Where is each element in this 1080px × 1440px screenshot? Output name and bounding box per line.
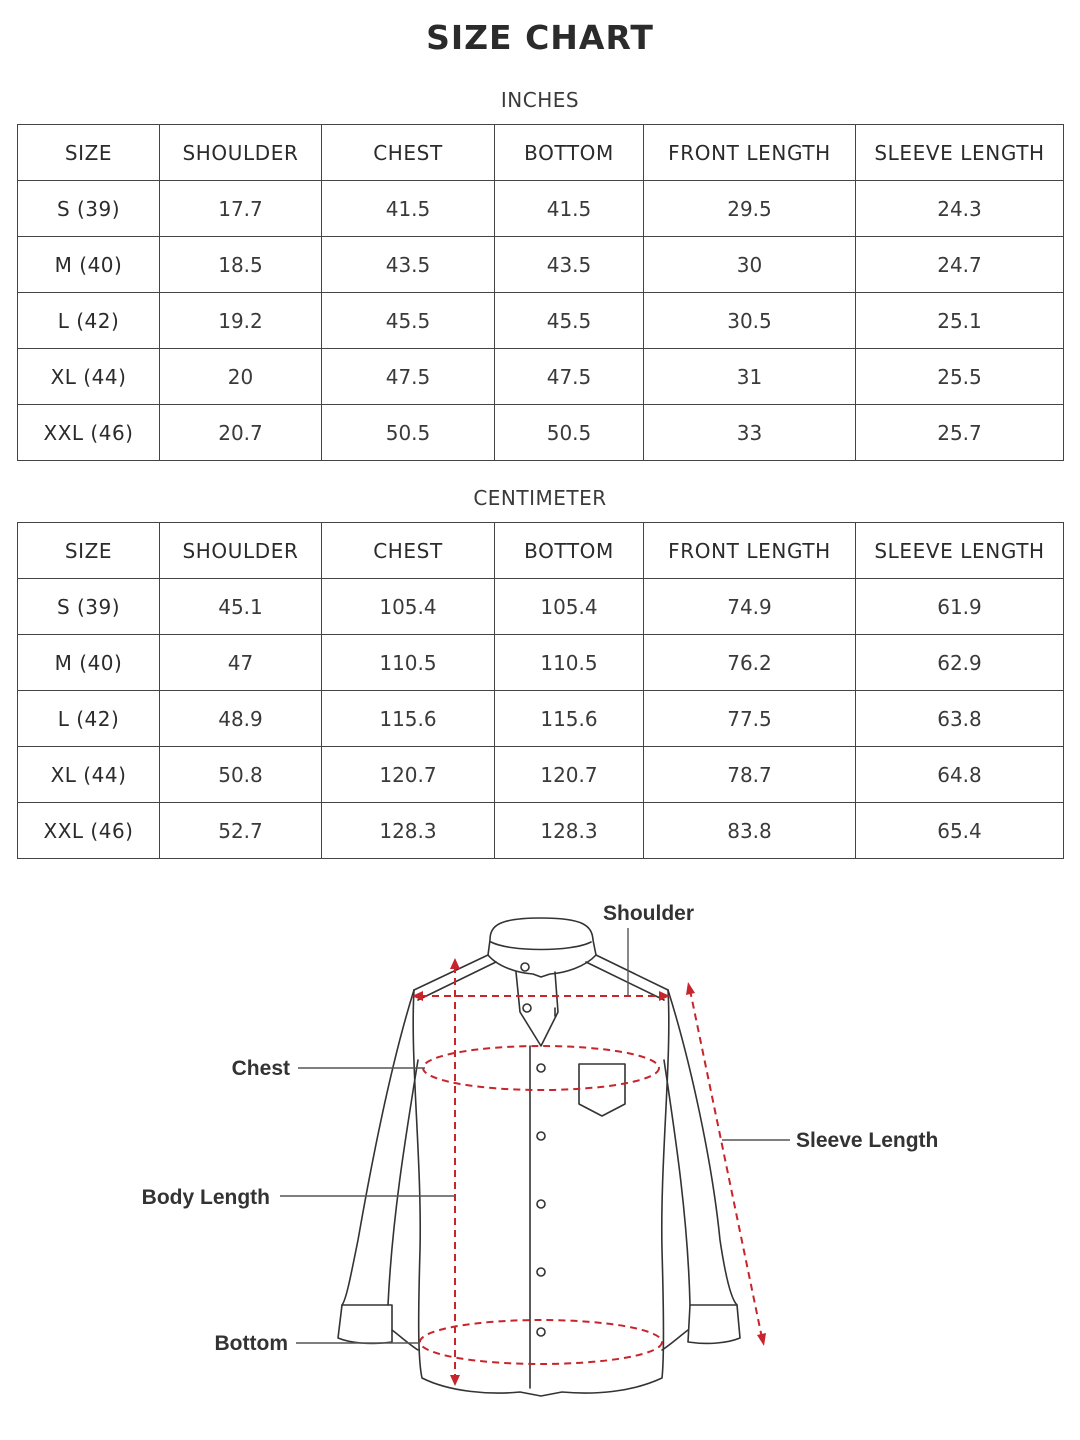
table-row bbox=[18, 803, 1064, 859]
front-length-cell: 30 bbox=[644, 237, 856, 293]
right-cuff bbox=[688, 1305, 740, 1343]
right-sleeve-outer bbox=[668, 990, 737, 1305]
chest-cell: 115.6 bbox=[322, 691, 495, 747]
sleeve-length-cell: 65.4 bbox=[856, 803, 1064, 859]
column-header: SHOULDER bbox=[160, 125, 322, 181]
shirt-button bbox=[537, 1268, 545, 1276]
sleeve-length-cell: 24.3 bbox=[856, 181, 1064, 237]
column-header: FRONT LENGTH bbox=[644, 523, 856, 579]
front-length-cell: 33 bbox=[644, 405, 856, 461]
bottom-label: Bottom bbox=[214, 1332, 288, 1355]
right-sleeve-inner bbox=[664, 1060, 690, 1305]
sleeve-length-cell: 63.8 bbox=[856, 691, 1064, 747]
table-row bbox=[18, 691, 1064, 747]
sleeve-length-cell: 62.9 bbox=[856, 635, 1064, 691]
shirt-button bbox=[537, 1328, 545, 1336]
bottom-cell: 128.3 bbox=[495, 803, 644, 859]
sleeve-length-cell: 64.8 bbox=[856, 747, 1064, 803]
centimeter-table bbox=[17, 522, 1064, 859]
arrowhead bbox=[450, 958, 460, 969]
front-length-cell: 83.8 bbox=[644, 803, 856, 859]
chest-cell: 120.7 bbox=[322, 747, 495, 803]
table-row bbox=[18, 237, 1064, 293]
chest-cell: 105.4 bbox=[322, 579, 495, 635]
front-length-cell: 74.9 bbox=[644, 579, 856, 635]
chest-cell: 128.3 bbox=[322, 803, 495, 859]
table-row bbox=[18, 635, 1064, 691]
size-cell: L (42) bbox=[18, 293, 160, 349]
table-header-row bbox=[18, 523, 1064, 579]
arrowhead bbox=[686, 982, 695, 995]
chest-pocket bbox=[579, 1064, 625, 1116]
centimeter-label: CENTIMETER bbox=[473, 486, 607, 510]
shoulder-cell: 20 bbox=[160, 349, 322, 405]
collar bbox=[488, 918, 596, 977]
inches-label: INCHES bbox=[500, 88, 580, 112]
page-title: SIZE CHART bbox=[426, 18, 654, 57]
bottom-cell: 105.4 bbox=[495, 579, 644, 635]
front-length-cell: 77.5 bbox=[644, 691, 856, 747]
chest-label: Chest bbox=[231, 1057, 290, 1080]
body-length-label: Body Length bbox=[141, 1186, 270, 1209]
column-header: SIZE bbox=[18, 125, 160, 181]
size-cell: L (42) bbox=[18, 691, 160, 747]
chest-cell: 47.5 bbox=[322, 349, 495, 405]
sleeve-length-cell: 25.5 bbox=[856, 349, 1064, 405]
column-header: BOTTOM bbox=[495, 523, 644, 579]
bottom-cell: 50.5 bbox=[495, 405, 644, 461]
shoulder-cell: 52.7 bbox=[160, 803, 322, 859]
placket-opening bbox=[516, 972, 558, 1046]
arrowhead bbox=[757, 1333, 766, 1346]
bottom-cell: 43.5 bbox=[495, 237, 644, 293]
shirt-button bbox=[537, 1132, 545, 1140]
shoulder-cell: 50.8 bbox=[160, 747, 322, 803]
column-header: SLEEVE LENGTH bbox=[856, 523, 1064, 579]
size-cell: M (40) bbox=[18, 237, 160, 293]
shirt-button bbox=[537, 1064, 545, 1072]
sleeve-length-label: Sleeve Length bbox=[796, 1129, 939, 1152]
table-row bbox=[18, 579, 1064, 635]
bottom-cell: 47.5 bbox=[495, 349, 644, 405]
size-cell: S (39) bbox=[18, 579, 160, 635]
table-row bbox=[18, 293, 1064, 349]
shoulder-cell: 20.7 bbox=[160, 405, 322, 461]
shirt-outline bbox=[338, 918, 740, 1396]
table-header-row bbox=[18, 125, 1064, 181]
size-cell: M (40) bbox=[18, 635, 160, 691]
leader-lines bbox=[280, 928, 790, 1343]
sleeve-length-cell: 24.7 bbox=[856, 237, 1064, 293]
shirt-button bbox=[537, 1200, 545, 1208]
shoulder-cell: 18.5 bbox=[160, 237, 322, 293]
table-row bbox=[18, 181, 1064, 237]
size-cell: XXL (46) bbox=[18, 405, 160, 461]
bottom-cell: 115.6 bbox=[495, 691, 644, 747]
size-cell: S (39) bbox=[18, 181, 160, 237]
left-cuff bbox=[338, 1305, 392, 1343]
column-header: BOTTOM bbox=[495, 125, 644, 181]
chest-cell: 110.5 bbox=[322, 635, 495, 691]
arrowhead bbox=[450, 1375, 460, 1386]
sleeve-length-cell: 25.7 bbox=[856, 405, 1064, 461]
bottom-measure-ellipse bbox=[420, 1320, 662, 1364]
sleeve-length-cell: 25.1 bbox=[856, 293, 1064, 349]
column-header: SHOULDER bbox=[160, 523, 322, 579]
shoulder-cell: 45.1 bbox=[160, 579, 322, 635]
diagram-labels bbox=[142, 902, 939, 1355]
inches-table bbox=[17, 124, 1064, 461]
front-length-cell: 29.5 bbox=[644, 181, 856, 237]
front-length-cell: 76.2 bbox=[644, 635, 856, 691]
left-sleeve-inner bbox=[388, 1060, 418, 1305]
table-row bbox=[18, 405, 1064, 461]
collar-band-line bbox=[491, 942, 591, 950]
shoulder-label: Shoulder bbox=[603, 902, 695, 925]
bottom-cell: 41.5 bbox=[495, 181, 644, 237]
chest-cell: 43.5 bbox=[322, 237, 495, 293]
front-length-cell: 30.5 bbox=[644, 293, 856, 349]
size-cell: XL (44) bbox=[18, 349, 160, 405]
right-cuff-tab bbox=[662, 1330, 688, 1350]
column-header: CHEST bbox=[322, 523, 495, 579]
chest-cell: 41.5 bbox=[322, 181, 495, 237]
table-row bbox=[18, 349, 1064, 405]
chest-cell: 45.5 bbox=[322, 293, 495, 349]
column-header: SLEEVE LENGTH bbox=[856, 125, 1064, 181]
column-header: SIZE bbox=[18, 523, 160, 579]
sleeve-length-cell: 61.9 bbox=[856, 579, 1064, 635]
bottom-cell: 120.7 bbox=[495, 747, 644, 803]
collar-button bbox=[521, 963, 529, 971]
bottom-cell: 110.5 bbox=[495, 635, 644, 691]
column-header: FRONT LENGTH bbox=[644, 125, 856, 181]
shirt-diagram bbox=[0, 880, 1080, 1440]
front-length-cell: 31 bbox=[644, 349, 856, 405]
left-cuff-tab bbox=[392, 1330, 418, 1350]
bottom-cell: 45.5 bbox=[495, 293, 644, 349]
placket-button bbox=[523, 1004, 531, 1012]
chest-cell: 50.5 bbox=[322, 405, 495, 461]
size-cell: XL (44) bbox=[18, 747, 160, 803]
shoulder-cell: 48.9 bbox=[160, 691, 322, 747]
table-row bbox=[18, 747, 1064, 803]
shoulder-cell: 19.2 bbox=[160, 293, 322, 349]
sleeve-length-measure-line bbox=[690, 990, 762, 1338]
left-sleeve-outer bbox=[342, 990, 414, 1305]
right-yoke-line bbox=[586, 962, 664, 1000]
shoulder-cell: 47 bbox=[160, 635, 322, 691]
front-length-cell: 78.7 bbox=[644, 747, 856, 803]
shoulder-cell: 17.7 bbox=[160, 181, 322, 237]
size-cell: XXL (46) bbox=[18, 803, 160, 859]
column-header: CHEST bbox=[322, 125, 495, 181]
